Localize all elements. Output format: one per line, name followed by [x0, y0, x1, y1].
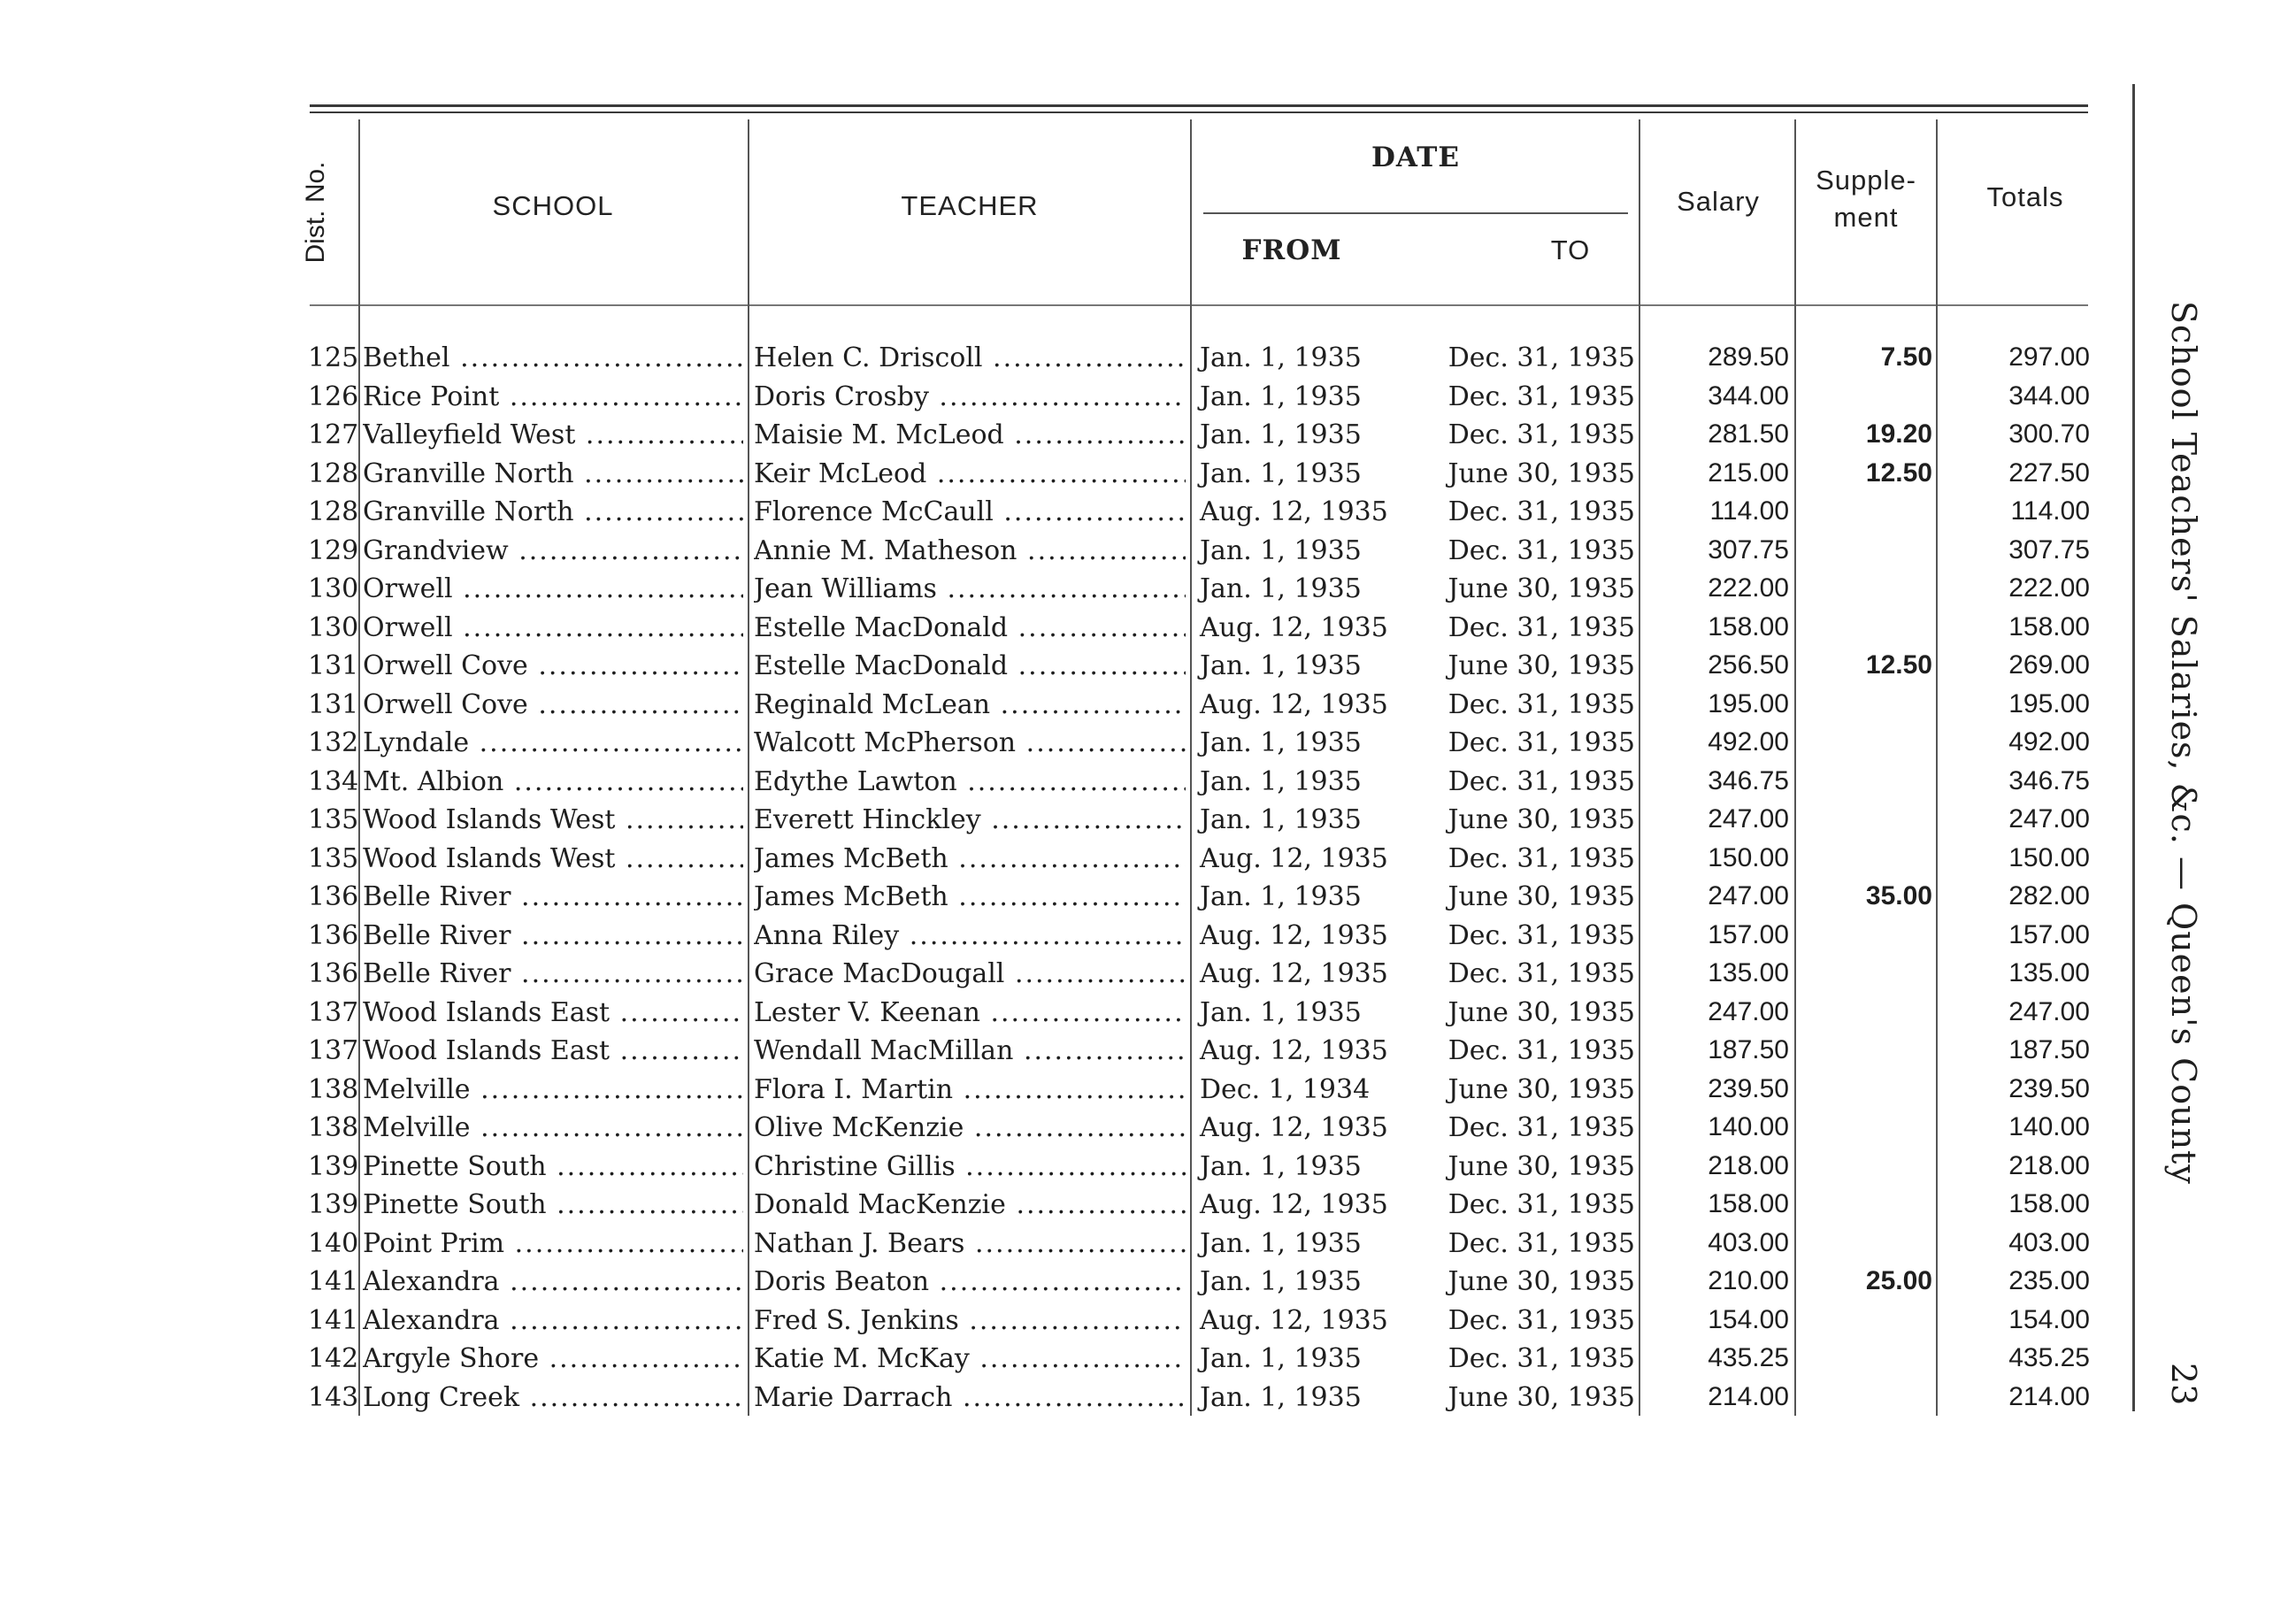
- header-rule: [310, 304, 2088, 306]
- date-to-cell: Dec. 31, 1935: [1447, 1304, 1635, 1336]
- dist-no-cell: 139: [308, 1150, 359, 1182]
- date-rule: [1203, 212, 1628, 214]
- date-to-cell: Dec. 31, 1935: [1447, 534, 1635, 566]
- salary-cell: 158.00: [1708, 1189, 1789, 1218]
- salary-cell: 239.50: [1708, 1073, 1789, 1103]
- table-row: [0, 570, 2177, 609]
- top-rule-2: [310, 111, 2088, 113]
- teacher-cell: Edythe Lawton .....: [754, 766, 1186, 797]
- teacher-cell: Lester V. Keenan .....: [754, 997, 1186, 1028]
- dist-no-cell: 132: [308, 727, 359, 758]
- total-cell: 227.50: [2008, 457, 2090, 488]
- teacher-header: TEACHER: [901, 190, 1039, 221]
- date-from-cell: Aug. 12, 1935: [1200, 919, 1388, 951]
- school-cell: Belle River .....: [363, 881, 743, 912]
- school-cell: Wood Islands West .....: [363, 843, 743, 874]
- total-cell: 403.00: [2008, 1227, 2090, 1257]
- totals-header: Totals: [1986, 181, 2064, 212]
- dist-no-cell: 126: [308, 380, 359, 412]
- dist-no-cell: 134: [308, 765, 359, 797]
- date-to-cell: June 30, 1935: [1447, 650, 1635, 681]
- salary-cell: 403.00: [1708, 1227, 1789, 1257]
- table-row: [0, 339, 2177, 378]
- teacher-cell: Flora I. Martin .....: [754, 1074, 1186, 1105]
- table-row: [0, 801, 2177, 840]
- school-cell: Mt. Albion .....: [363, 766, 743, 797]
- dist-no-cell: 125: [308, 342, 359, 373]
- dist-no-cell: 128: [308, 496, 359, 527]
- teacher-cell: Marie Darrach .....: [754, 1382, 1186, 1413]
- date-to-cell: June 30, 1935: [1447, 881, 1635, 912]
- table-row: [0, 1071, 2177, 1110]
- date-to-cell: Dec. 31, 1935: [1447, 919, 1635, 951]
- date-from-cell: Jan. 1, 1935: [1200, 804, 1362, 835]
- table-row: [0, 416, 2177, 455]
- table-row: [0, 1109, 2177, 1148]
- date-to-cell: Dec. 31, 1935: [1447, 611, 1635, 643]
- date-from-cell: Jan. 1, 1935: [1200, 573, 1362, 604]
- date-to-cell: Dec. 31, 1935: [1447, 958, 1635, 989]
- salary-cell: 158.00: [1708, 611, 1789, 642]
- date-from-cell: Jan. 1, 1935: [1200, 534, 1362, 566]
- table-row: [0, 1379, 2177, 1417]
- school-cell: Valleyfield West .....: [363, 419, 743, 450]
- school-cell: Orwell Cove .....: [363, 650, 743, 681]
- salary-cell: 135.00: [1708, 958, 1789, 987]
- table-row: [0, 917, 2177, 956]
- date-to-cell: Dec. 31, 1935: [1447, 1035, 1635, 1066]
- school-cell: Grandview .....: [363, 535, 743, 566]
- date-from-cell: Jan. 1, 1935: [1200, 1227, 1362, 1259]
- teacher-cell: Wendall MacMillan .....: [754, 1035, 1186, 1066]
- from-header: FROM: [1241, 234, 1342, 266]
- school-cell: Argyle Shore .....: [363, 1343, 743, 1374]
- table-row: [0, 686, 2177, 725]
- salary-cell: 157.00: [1708, 919, 1789, 949]
- date-to-cell: June 30, 1935: [1447, 573, 1635, 604]
- dist-no-header: Dist. No.: [301, 161, 330, 264]
- dist-no-cell: 127: [308, 419, 359, 450]
- salary-cell: 195.00: [1708, 688, 1789, 718]
- school-cell: Pinette South .....: [363, 1189, 743, 1220]
- supplement-cell: 12.50: [1865, 457, 1932, 488]
- total-cell: 140.00: [2008, 1112, 2090, 1141]
- school-cell: Wood Islands East .....: [363, 997, 743, 1028]
- date-from-cell: Aug. 12, 1935: [1200, 842, 1388, 874]
- total-cell: 247.00: [2008, 996, 2090, 1026]
- date-from-cell: Aug. 12, 1935: [1200, 688, 1388, 720]
- dist-no-cell: 136: [308, 958, 359, 989]
- table-row: [0, 1186, 2177, 1225]
- table-row: [0, 647, 2177, 686]
- date-from-cell: Jan. 1, 1935: [1200, 765, 1362, 797]
- teacher-cell: Fred S. Jenkins .....: [754, 1305, 1186, 1336]
- school-cell: Rice Point .....: [363, 381, 743, 412]
- teacher-cell: Helen C. Driscoll .....: [754, 342, 1186, 373]
- table-row: [0, 609, 2177, 648]
- teacher-cell: Olive McKenzie .....: [754, 1112, 1186, 1143]
- date-to-cell: June 30, 1935: [1447, 1150, 1635, 1182]
- supplement-cell: 25.00: [1865, 1266, 1932, 1295]
- date-from-cell: Aug. 12, 1935: [1200, 611, 1388, 643]
- salary-cell: 281.50: [1708, 419, 1789, 449]
- dist-no-cell: 131: [308, 650, 359, 681]
- date-from-cell: Jan. 1, 1935: [1200, 380, 1362, 412]
- date-to-cell: June 30, 1935: [1447, 804, 1635, 835]
- supplement-cell: 19.20: [1865, 419, 1932, 449]
- date-from-cell: Jan. 1, 1935: [1200, 727, 1362, 758]
- teacher-cell: Estelle MacDonald .....: [754, 612, 1186, 643]
- teacher-cell: Walcott McPherson .....: [754, 727, 1186, 758]
- date-from-cell: Jan. 1, 1935: [1200, 1343, 1362, 1374]
- date-to-cell: June 30, 1935: [1447, 996, 1635, 1028]
- table-row: [0, 455, 2177, 494]
- date-from-cell: Aug. 12, 1935: [1200, 1035, 1388, 1066]
- date-to-cell: Dec. 31, 1935: [1447, 1112, 1635, 1143]
- date-to-cell: June 30, 1935: [1447, 1266, 1635, 1297]
- dist-no-cell: 137: [308, 996, 359, 1028]
- date-to-cell: Dec. 31, 1935: [1447, 1189, 1635, 1220]
- school-cell: Belle River .....: [363, 958, 743, 989]
- dist-no-cell: 138: [308, 1073, 359, 1105]
- teacher-cell: Maisie M. McLeod .....: [754, 419, 1186, 450]
- total-cell: 158.00: [2008, 611, 2090, 642]
- dist-no-cell: 129: [308, 534, 359, 566]
- school-cell: Pinette South .....: [363, 1151, 743, 1182]
- total-cell: 247.00: [2008, 804, 2090, 834]
- dist-no-cell: 131: [308, 688, 359, 720]
- table-row: [0, 493, 2177, 532]
- total-cell: 195.00: [2008, 688, 2090, 718]
- teacher-cell: Christine Gillis .....: [754, 1151, 1186, 1182]
- salary-cell: 187.50: [1708, 1035, 1789, 1064]
- date-from-cell: Aug. 12, 1935: [1200, 1112, 1388, 1143]
- dist-no-cell: 136: [308, 919, 359, 951]
- date-from-cell: Dec. 1, 1934: [1200, 1073, 1371, 1105]
- teacher-cell: Grace MacDougall .....: [754, 958, 1186, 989]
- date-from-cell: Jan. 1, 1935: [1200, 650, 1362, 681]
- school-cell: Long Creek .....: [363, 1382, 743, 1413]
- total-cell: 114.00: [2010, 496, 2090, 526]
- salary-cell: 344.00: [1708, 380, 1789, 411]
- teacher-cell: Nathan J. Bears .....: [754, 1228, 1186, 1259]
- table-row: [0, 1148, 2177, 1187]
- dist-no-cell: 135: [308, 842, 359, 874]
- date-from-cell: Aug. 12, 1935: [1200, 1189, 1388, 1220]
- salary-cell: 215.00: [1708, 457, 1789, 488]
- total-cell: 187.50: [2008, 1035, 2090, 1064]
- school-cell: Melville .....: [363, 1112, 743, 1143]
- teacher-cell: Donald MacKenzie .....: [754, 1189, 1186, 1220]
- table-row: [0, 532, 2177, 571]
- school-cell: Alexandra .....: [363, 1305, 743, 1336]
- date-to-cell: Dec. 31, 1935: [1447, 380, 1635, 412]
- teacher-cell: Anna Riley .....: [754, 920, 1186, 951]
- teacher-cell: Doris Crosby .....: [754, 381, 1186, 412]
- salary-cell: 247.00: [1708, 804, 1789, 834]
- salary-cell: 218.00: [1708, 1150, 1789, 1180]
- table-row: [0, 378, 2177, 417]
- date-from-cell: Jan. 1, 1935: [1200, 419, 1362, 450]
- total-cell: 346.75: [2008, 765, 2090, 795]
- dist-no-cell: 142: [308, 1343, 359, 1374]
- school-cell: Granville North .....: [363, 458, 743, 489]
- total-cell: 157.00: [2008, 919, 2090, 949]
- date-from-cell: Jan. 1, 1935: [1200, 1381, 1362, 1413]
- total-cell: 269.00: [2008, 650, 2090, 680]
- salary-cell: 307.75: [1708, 534, 1789, 565]
- school-header: SCHOOL: [492, 190, 614, 221]
- teacher-cell: James McBeth .....: [754, 843, 1186, 874]
- date-to-cell: June 30, 1935: [1447, 457, 1635, 489]
- dist-no-cell: 141: [308, 1266, 359, 1297]
- date-from-cell: Jan. 1, 1935: [1200, 457, 1362, 489]
- total-cell: 214.00: [2008, 1381, 2090, 1411]
- salary-header: Salary: [1677, 186, 1760, 217]
- teacher-cell: Jean Williams .....: [754, 573, 1186, 604]
- salary-cell: 256.50: [1708, 650, 1789, 680]
- table-row: [0, 1340, 2177, 1379]
- date-from-cell: Aug. 12, 1935: [1200, 1304, 1388, 1336]
- total-cell: 344.00: [2008, 380, 2090, 411]
- table-row: [0, 763, 2177, 802]
- school-cell: Point Prim .....: [363, 1228, 743, 1259]
- dist-no-cell: 128: [308, 457, 359, 489]
- date-from-cell: Jan. 1, 1935: [1200, 881, 1362, 912]
- school-cell: Wood Islands East .....: [363, 1035, 743, 1066]
- date-from-cell: Aug. 12, 1935: [1200, 958, 1388, 989]
- salary-table-body: [0, 339, 2177, 1417]
- total-cell: 239.50: [2008, 1073, 2090, 1103]
- supplement-cell: 12.50: [1865, 650, 1932, 680]
- total-cell: 300.70: [2008, 419, 2090, 449]
- date-to-cell: Dec. 31, 1935: [1447, 727, 1635, 758]
- to-header: TO: [1550, 234, 1591, 265]
- total-cell: 307.75: [2008, 534, 2090, 565]
- supplement-cell: 7.50: [1880, 342, 1932, 372]
- table-row: [0, 840, 2177, 879]
- dist-no-cell: 135: [308, 804, 359, 835]
- school-cell: Wood Islands West .....: [363, 804, 743, 835]
- date-to-cell: Dec. 31, 1935: [1447, 842, 1635, 874]
- teacher-cell: Doris Beaton .....: [754, 1266, 1186, 1297]
- teacher-cell: James McBeth .....: [754, 881, 1186, 912]
- date-from-cell: Jan. 1, 1935: [1200, 342, 1362, 373]
- salary-cell: 114.00: [1709, 496, 1789, 526]
- teacher-cell: Katie M. McKay .....: [754, 1343, 1186, 1374]
- total-cell: 222.00: [2008, 573, 2090, 603]
- total-cell: 150.00: [2008, 842, 2090, 872]
- total-cell: 435.25: [2008, 1343, 2090, 1372]
- date-to-cell: June 30, 1935: [1447, 1381, 1635, 1413]
- table-row: [0, 878, 2177, 917]
- table-row: [0, 1302, 2177, 1341]
- teacher-cell: Annie M. Matheson .....: [754, 535, 1186, 566]
- date-to-cell: June 30, 1935: [1447, 1073, 1635, 1105]
- teacher-cell: Florence McCaull .....: [754, 496, 1186, 527]
- dist-no-cell: 140: [308, 1227, 359, 1259]
- date-to-cell: Dec. 31, 1935: [1447, 496, 1635, 527]
- total-cell: 158.00: [2008, 1189, 2090, 1218]
- supplement-cell: 35.00: [1865, 881, 1932, 910]
- school-cell: Bethel .....: [363, 342, 743, 373]
- date-to-cell: Dec. 31, 1935: [1447, 342, 1635, 373]
- total-cell: 154.00: [2008, 1304, 2090, 1334]
- dist-no-cell: 143: [308, 1381, 359, 1413]
- salary-cell: 150.00: [1708, 842, 1789, 872]
- page-number: 23: [2164, 1363, 2203, 1406]
- table-row: [0, 955, 2177, 994]
- salary-cell: 140.00: [1708, 1112, 1789, 1141]
- table-row: [0, 994, 2177, 1033]
- school-cell: Belle River .....: [363, 920, 743, 951]
- dist-no-cell: 138: [308, 1112, 359, 1143]
- date-to-cell: Dec. 31, 1935: [1447, 765, 1635, 797]
- total-cell: 218.00: [2008, 1150, 2090, 1180]
- total-cell: 297.00: [2008, 342, 2090, 372]
- date-from-cell: Jan. 1, 1935: [1200, 1150, 1362, 1182]
- school-cell: Granville North .....: [363, 496, 743, 527]
- teacher-cell: Reginald McLean .....: [754, 689, 1186, 720]
- salary-cell: 289.50: [1708, 342, 1789, 372]
- salary-cell: 247.00: [1708, 881, 1789, 910]
- total-cell: 282.00: [2008, 881, 2090, 910]
- date-from-cell: Jan. 1, 1935: [1200, 996, 1362, 1028]
- date-to-cell: Dec. 31, 1935: [1447, 688, 1635, 720]
- salary-cell: 346.75: [1708, 765, 1789, 795]
- dist-no-cell: 130: [308, 611, 359, 643]
- total-cell: 235.00: [2008, 1266, 2090, 1295]
- teacher-cell: Keir McLeod .....: [754, 458, 1186, 489]
- table-row: [0, 1263, 2177, 1302]
- salary-cell: 435.25: [1708, 1343, 1789, 1372]
- date-to-cell: Dec. 31, 1935: [1447, 1227, 1635, 1259]
- table-row: [0, 1032, 2177, 1071]
- dist-no-cell: 137: [308, 1035, 359, 1066]
- school-cell: Alexandra .....: [363, 1266, 743, 1297]
- salary-cell: 247.00: [1708, 996, 1789, 1026]
- dist-no-cell: 139: [308, 1189, 359, 1220]
- date-from-cell: Jan. 1, 1935: [1200, 1266, 1362, 1297]
- table-row: [0, 1225, 2177, 1264]
- teacher-cell: Estelle MacDonald .....: [754, 650, 1186, 681]
- salary-cell: 154.00: [1708, 1304, 1789, 1334]
- teacher-cell: Everett Hinckley .....: [754, 804, 1186, 835]
- school-cell: Lyndale .....: [363, 727, 743, 758]
- table-row: [0, 724, 2177, 763]
- date-to-cell: Dec. 31, 1935: [1447, 1343, 1635, 1374]
- salary-cell: 214.00: [1708, 1381, 1789, 1411]
- school-cell: Orwell .....: [363, 573, 743, 604]
- school-cell: Melville .....: [363, 1074, 743, 1105]
- date-from-cell: Aug. 12, 1935: [1200, 496, 1388, 527]
- dist-no-cell: 130: [308, 573, 359, 604]
- salary-cell: 222.00: [1708, 573, 1789, 603]
- school-cell: Orwell .....: [363, 612, 743, 643]
- total-cell: 135.00: [2008, 958, 2090, 987]
- school-cell: Orwell Cove .....: [363, 689, 743, 720]
- supplement-header: Supple- ment: [1816, 165, 1916, 233]
- total-cell: 492.00: [2008, 727, 2090, 757]
- date-header: DATE: [1371, 142, 1460, 173]
- salary-cell: 492.00: [1708, 727, 1789, 757]
- top-rule: [310, 104, 2088, 107]
- dist-no-cell: 141: [308, 1304, 359, 1336]
- dist-no-cell: 136: [308, 881, 359, 912]
- running-title: School Teachers' Salaries, &c. — Queen's County: [2164, 301, 2203, 1185]
- salary-cell: 210.00: [1708, 1266, 1789, 1295]
- date-to-cell: Dec. 31, 1935: [1447, 419, 1635, 450]
